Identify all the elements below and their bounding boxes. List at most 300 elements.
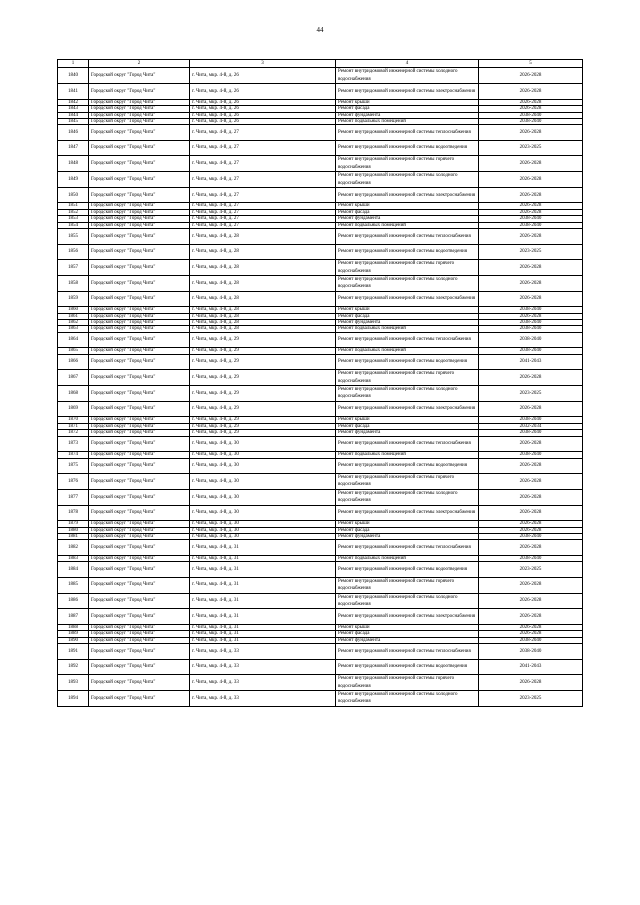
row-number: 1851	[58, 203, 89, 209]
work-type-cell: Ремонт подвальных помещений	[336, 326, 479, 332]
table-row	[58, 275, 583, 291]
address-cell: г. Чита, мкр. 4-й, д. 27	[190, 203, 336, 209]
work-type-cell: Ремонт внутридомовой инженерной системы горячего водоснабжения	[336, 577, 479, 593]
work-type-cell: Ремонт крыши	[336, 521, 479, 527]
term-cell: 2023-2025	[479, 140, 583, 156]
table-row	[58, 260, 583, 276]
table-row	[58, 68, 583, 84]
term-cell: 2041-2043	[479, 354, 583, 370]
work-type-cell: Ремонт фундамента	[336, 216, 479, 222]
row-number: 1882	[58, 540, 89, 556]
municipality-cell: Городской округ "Город Чита"	[89, 637, 190, 643]
address-cell: г. Чита, мкр. 4-й, д. 27	[190, 209, 336, 215]
row-number: 1849	[58, 172, 89, 188]
row-number: 1886	[58, 593, 89, 609]
row-number: 1850	[58, 187, 89, 203]
work-type-cell: Ремонт крыши	[336, 624, 479, 630]
row-number: 1872	[58, 430, 89, 436]
row-number: 1877	[58, 489, 89, 505]
term-cell: 2026-2028	[479, 624, 583, 630]
work-type-cell: Ремонт внутридомовой инженерной системы теплоснабжения	[336, 436, 479, 452]
municipality-cell: Городской округ "Город Чита"	[89, 222, 190, 228]
municipality-cell: Городской округ "Город Чита"	[89, 474, 190, 490]
term-cell: 2026-2028	[479, 593, 583, 609]
address-cell: г. Чита, мкр. 4-й, д. 28	[190, 313, 336, 319]
municipality-cell: Городской округ "Город Чита"	[89, 562, 190, 578]
term-cell: 2023-2025	[479, 244, 583, 260]
address-cell: г. Чита, мкр. 4-й, д. 28	[190, 229, 336, 245]
work-type-cell: Ремонт фундамента	[336, 637, 479, 643]
row-number: 1861	[58, 313, 89, 319]
table-row	[58, 172, 583, 188]
work-type-cell: Ремонт фасада	[336, 527, 479, 533]
municipality-cell: Городской округ "Город Чита"	[89, 430, 190, 436]
row-number: 1874	[58, 452, 89, 458]
work-type-cell: Ремонт внутридомовой инженерной системы водоотведения	[336, 659, 479, 675]
municipality-cell: Городской округ "Город Чита"	[89, 291, 190, 307]
work-type-cell: Ремонт внутридомовой инженерной системы холодного водоснабжения	[336, 489, 479, 505]
table-row	[58, 474, 583, 490]
address-cell: г. Чита, мкр. 4-й, д. 29	[190, 354, 336, 370]
term-cell: 2038-2040	[479, 320, 583, 326]
work-type-cell: Ремонт внутридомовой инженерной системы электроснабжения	[336, 609, 479, 625]
work-type-cell: Ремонт внутридомовой инженерной системы теплоснабжения	[336, 332, 479, 348]
municipality-cell: Городской округ "Город Чита"	[89, 423, 190, 429]
municipality-cell: Городской округ "Город Чита"	[89, 209, 190, 215]
municipality-cell: Городской округ "Город Чита"	[89, 118, 190, 124]
municipality-cell: Городской округ "Город Чита"	[89, 203, 190, 209]
row-number: 1870	[58, 417, 89, 423]
address-cell: г. Чита, мкр. 4-й, д. 30	[190, 474, 336, 490]
work-type-cell: Ремонт подвальных помещений	[336, 452, 479, 458]
address-cell: г. Чита, мкр. 4-й, д. 29	[190, 370, 336, 386]
address-cell: г. Чита, мкр. 4-й, д. 28	[190, 275, 336, 291]
row-number: 1869	[58, 401, 89, 417]
table-row	[58, 84, 583, 100]
work-type-cell: Ремонт внутридомовой инженерной системы холодного водоснабжения	[336, 593, 479, 609]
row-number: 1859	[58, 291, 89, 307]
work-type-cell: Ремонт внутридомовой инженерной системы водоотведения	[336, 354, 479, 370]
column-header: 1	[58, 60, 89, 68]
row-number: 1876	[58, 474, 89, 490]
address-cell: г. Чита, мкр. 4-й, д. 27	[190, 187, 336, 203]
address-cell: г. Чита, мкр. 4-й, д. 31	[190, 624, 336, 630]
municipality-cell: Городской округ "Город Чита"	[89, 386, 190, 402]
work-type-cell: Ремонт фасада	[336, 423, 479, 429]
address-cell: г. Чита, мкр. 4-й, д. 30	[190, 452, 336, 458]
municipality-cell: Городской округ "Город Чита"	[89, 436, 190, 452]
work-type-cell: Ремонт внутридомовой инженерной системы горячего водоснабжения	[336, 675, 479, 691]
row-number: 1871	[58, 423, 89, 429]
work-type-cell: Ремонт подвальных помещений	[336, 348, 479, 354]
term-cell: 2038-2040	[479, 326, 583, 332]
municipality-cell: Городской округ "Город Чита"	[89, 489, 190, 505]
municipality-cell: Городской округ "Город Чита"	[89, 187, 190, 203]
term-cell: 2026-2028	[479, 68, 583, 84]
row-number: 1867	[58, 370, 89, 386]
row-number: 1892	[58, 659, 89, 675]
term-cell: 2026-2028	[479, 99, 583, 105]
column-header: 3	[190, 60, 336, 68]
address-cell: г. Чита, мкр. 4-й, д. 31	[190, 609, 336, 625]
address-cell: г. Чита, мкр. 4-й, д. 28	[190, 326, 336, 332]
table-row	[58, 659, 583, 675]
term-cell: 2038-2040	[479, 533, 583, 539]
municipality-cell: Городской округ "Город Чита"	[89, 644, 190, 660]
municipality-cell: Городской округ "Город Чита"	[89, 326, 190, 332]
municipality-cell: Городской округ "Город Чита"	[89, 320, 190, 326]
table-row	[58, 505, 583, 521]
municipality-cell: Городской округ "Город Чита"	[89, 348, 190, 354]
work-type-cell: Ремонт внутридомовой инженерной системы теплоснабжения	[336, 644, 479, 660]
municipality-cell: Городской округ "Город Чита"	[89, 527, 190, 533]
term-cell: 2026-2028	[479, 187, 583, 203]
address-cell: г. Чита, мкр. 4-й, д. 29	[190, 401, 336, 417]
term-cell: 2026-2028	[479, 313, 583, 319]
table-row	[58, 644, 583, 660]
term-cell: 2026-2028	[479, 458, 583, 474]
row-number: 1873	[58, 436, 89, 452]
work-type-cell: Ремонт фасада	[336, 209, 479, 215]
table-row	[58, 244, 583, 260]
table-row	[58, 291, 583, 307]
address-cell: г. Чита, мкр. 4-й, д. 27	[190, 156, 336, 172]
row-number: 1864	[58, 332, 89, 348]
municipality-cell: Городской округ "Город Чита"	[89, 112, 190, 118]
column-header: 4	[336, 60, 479, 68]
municipality-cell: Городской округ "Город Чита"	[89, 370, 190, 386]
work-type-cell: Ремонт подвальных помещений	[336, 118, 479, 124]
work-type-cell: Ремонт внутридомовой инженерной системы горячего водоснабжения	[336, 260, 479, 276]
work-type-cell: Ремонт внутридомовой инженерной системы электроснабжения	[336, 291, 479, 307]
municipality-cell: Городской округ "Город Чита"	[89, 313, 190, 319]
row-number: 1878	[58, 505, 89, 521]
row-number: 1883	[58, 555, 89, 561]
address-cell: г. Чита, мкр. 4-й, д. 27	[190, 140, 336, 156]
row-number: 1847	[58, 140, 89, 156]
row-number: 1842	[58, 99, 89, 105]
table-row	[58, 675, 583, 691]
row-number: 1843	[58, 106, 89, 112]
work-type-cell: Ремонт внутридомовой инженерной системы теплоснабжения	[336, 540, 479, 556]
municipality-cell: Городской округ "Город Чита"	[89, 624, 190, 630]
work-type-cell: Ремонт внутридомовой инженерной системы горячего водоснабжения	[336, 474, 479, 490]
term-cell: 2038-2040	[479, 222, 583, 228]
row-number: 1841	[58, 84, 89, 100]
work-type-cell: Ремонт внутридомовой инженерной системы холодного водоснабжения	[336, 172, 479, 188]
municipality-cell: Городской округ "Город Чита"	[89, 244, 190, 260]
row-number: 1858	[58, 275, 89, 291]
address-cell: г. Чита, мкр. 4-й, д. 27	[190, 172, 336, 188]
term-cell: 2026-2028	[479, 203, 583, 209]
row-number: 1879	[58, 521, 89, 527]
table-row	[58, 436, 583, 452]
municipality-cell: Городской округ "Город Чита"	[89, 84, 190, 100]
term-cell: 2026-2028	[479, 474, 583, 490]
work-type-cell: Ремонт фундамента	[336, 430, 479, 436]
table-row	[58, 458, 583, 474]
row-number: 1880	[58, 527, 89, 533]
work-type-cell: Ремонт фундамента	[336, 533, 479, 539]
municipality-cell: Городской округ "Город Чита"	[89, 260, 190, 276]
term-cell: 2041-2043	[479, 659, 583, 675]
municipality-cell: Городской округ "Город Чита"	[89, 156, 190, 172]
row-number: 1889	[58, 631, 89, 637]
address-cell: г. Чита, мкр. 4-й, д. 31	[190, 637, 336, 643]
municipality-cell: Городской округ "Город Чита"	[89, 229, 190, 245]
address-cell: г. Чита, мкр. 4-й, д. 26	[190, 68, 336, 84]
term-cell: 2023-2025	[479, 562, 583, 578]
row-number: 1855	[58, 229, 89, 245]
address-cell: г. Чита, мкр. 4-й, д. 29	[190, 430, 336, 436]
municipality-cell: Городской округ "Город Чита"	[89, 458, 190, 474]
address-cell: г. Чита, мкр. 4-й, д. 30	[190, 489, 336, 505]
table-row	[58, 540, 583, 556]
address-cell: г. Чита, мкр. 4-й, д. 28	[190, 244, 336, 260]
row-number: 1854	[58, 222, 89, 228]
term-cell: 2038-2040	[479, 332, 583, 348]
address-cell: г. Чита, мкр. 4-й, д. 29	[190, 417, 336, 423]
table-row	[58, 156, 583, 172]
term-cell: 2026-2028	[479, 540, 583, 556]
term-cell: 2038-2040	[479, 637, 583, 643]
work-type-cell: Ремонт внутридомовой инженерной системы водоотведения	[336, 458, 479, 474]
work-type-cell: Ремонт фасада	[336, 631, 479, 637]
address-cell: г. Чита, мкр. 4-й, д. 26	[190, 118, 336, 124]
work-type-cell: Ремонт фасада	[336, 313, 479, 319]
address-cell: г. Чита, мкр. 4-й, д. 26	[190, 84, 336, 100]
row-number: 1853	[58, 216, 89, 222]
row-number: 1881	[58, 533, 89, 539]
municipality-cell: Городской округ "Город Чита"	[89, 540, 190, 556]
address-cell: г. Чита, мкр. 4-й, д. 33	[190, 644, 336, 660]
address-cell: г. Чита, мкр. 4-й, д. 31	[190, 593, 336, 609]
row-number: 1852	[58, 209, 89, 215]
address-cell: г. Чита, мкр. 4-й, д. 30	[190, 527, 336, 533]
row-number: 1863	[58, 326, 89, 332]
table-row	[58, 593, 583, 609]
municipality-cell: Городской округ "Город Чита"	[89, 401, 190, 417]
work-type-cell: Ремонт крыши	[336, 203, 479, 209]
work-type-cell: Ремонт крыши	[336, 99, 479, 105]
term-cell: 2026-2028	[479, 489, 583, 505]
table-row	[58, 140, 583, 156]
municipality-cell: Городской округ "Город Чита"	[89, 99, 190, 105]
term-cell: 2026-2028	[479, 260, 583, 276]
address-cell: г. Чита, мкр. 4-й, д. 26	[190, 106, 336, 112]
municipality-cell: Городской округ "Город Чита"	[89, 555, 190, 561]
row-number: 1893	[58, 675, 89, 691]
row-number: 1894	[58, 690, 89, 706]
address-cell: г. Чита, мкр. 4-й, д. 29	[190, 348, 336, 354]
row-number: 1848	[58, 156, 89, 172]
row-number: 1840	[58, 68, 89, 84]
term-cell: 2026-2028	[479, 675, 583, 691]
term-cell: 2038-2040	[479, 118, 583, 124]
term-cell: 2038-2040	[479, 452, 583, 458]
table-row	[58, 577, 583, 593]
term-cell: 2038-2040	[479, 112, 583, 118]
term-cell: 2038-2040	[479, 644, 583, 660]
term-cell: 2038-2040	[479, 555, 583, 561]
municipality-cell: Городской округ "Город Чита"	[89, 354, 190, 370]
work-type-cell: Ремонт фасада	[336, 106, 479, 112]
table-row	[58, 332, 583, 348]
work-type-cell: Ремонт внутридомовой инженерной системы теплоснабжения	[336, 125, 479, 141]
term-cell: 2032-2034	[479, 423, 583, 429]
address-cell: г. Чита, мкр. 4-й, д. 30	[190, 436, 336, 452]
address-cell: г. Чита, мкр. 4-й, д. 28	[190, 291, 336, 307]
row-number: 1868	[58, 386, 89, 402]
address-cell: г. Чита, мкр. 4-й, д. 27	[190, 222, 336, 228]
municipality-cell: Городской округ "Город Чита"	[89, 533, 190, 539]
work-type-cell: Ремонт внутридомовой инженерной системы холодного водоснабжения	[336, 68, 479, 84]
address-cell: г. Чита, мкр. 4-й, д. 29	[190, 386, 336, 402]
term-cell: 2038-2040	[479, 417, 583, 423]
table-header-row	[58, 60, 583, 68]
table-row	[58, 562, 583, 578]
address-cell: г. Чита, мкр. 4-й, д. 26	[190, 99, 336, 105]
term-cell: 2026-2028	[479, 229, 583, 245]
column-header: 5	[479, 60, 583, 68]
work-type-cell: Ремонт крыши	[336, 417, 479, 423]
term-cell: 2026-2028	[479, 291, 583, 307]
municipality-cell: Городской округ "Город Чита"	[89, 106, 190, 112]
row-number: 1866	[58, 354, 89, 370]
work-type-cell: Ремонт внутридомовой инженерной системы теплоснабжения	[336, 229, 479, 245]
term-cell: 2038-2040	[479, 216, 583, 222]
row-number: 1862	[58, 320, 89, 326]
row-number: 1846	[58, 125, 89, 141]
work-type-cell: Ремонт фундамента	[336, 320, 479, 326]
municipality-cell: Городской округ "Город Чита"	[89, 275, 190, 291]
municipality-cell: Городской округ "Город Чита"	[89, 140, 190, 156]
municipality-cell: Городской округ "Город Чита"	[89, 675, 190, 691]
page-number: 44	[316, 26, 324, 34]
address-cell: г. Чита, мкр. 4-й, д. 31	[190, 631, 336, 637]
row-number: 1891	[58, 644, 89, 660]
work-type-cell: Ремонт внутридомовой инженерной системы электроснабжения	[336, 401, 479, 417]
term-cell: 2026-2028	[479, 125, 583, 141]
address-cell: г. Чита, мкр. 4-й, д. 27	[190, 216, 336, 222]
address-cell: г. Чита, мкр. 4-й, д. 30	[190, 505, 336, 521]
work-type-cell: Ремонт внутридомовой инженерной системы холодного водоснабжения	[336, 386, 479, 402]
row-number: 1865	[58, 348, 89, 354]
term-cell: 2023-2025	[479, 690, 583, 706]
municipality-cell: Городской округ "Город Чита"	[89, 307, 190, 313]
table-row	[58, 489, 583, 505]
address-cell: г. Чита, мкр. 4-й, д. 28	[190, 307, 336, 313]
address-cell: г. Чита, мкр. 4-й, д. 33	[190, 659, 336, 675]
address-cell: г. Чита, мкр. 4-й, д. 30	[190, 458, 336, 474]
work-type-cell: Ремонт внутридомовой инженерной системы холодного водоснабжения	[336, 275, 479, 291]
term-cell: 2026-2028	[479, 631, 583, 637]
term-cell: 2026-2028	[479, 106, 583, 112]
work-type-cell: Ремонт подвальных помещений	[336, 222, 479, 228]
municipality-cell: Городской округ "Город Чита"	[89, 690, 190, 706]
row-number: 1887	[58, 609, 89, 625]
row-number: 1875	[58, 458, 89, 474]
address-cell: г. Чита, мкр. 4-й, д. 26	[190, 112, 336, 118]
term-cell: 2038-2040	[479, 430, 583, 436]
municipality-cell: Городской округ "Город Чита"	[89, 216, 190, 222]
table-row	[58, 125, 583, 141]
municipality-cell: Городской округ "Город Чита"	[89, 332, 190, 348]
table-row	[58, 354, 583, 370]
term-cell: 2026-2028	[479, 521, 583, 527]
work-type-cell: Ремонт подвальных помещений	[336, 555, 479, 561]
table-row	[58, 187, 583, 203]
work-type-cell: Ремонт крыши	[336, 307, 479, 313]
row-number: 1885	[58, 577, 89, 593]
row-number: 1844	[58, 112, 89, 118]
row-number: 1890	[58, 637, 89, 643]
repair-schedule-table	[57, 59, 583, 707]
table-row	[58, 370, 583, 386]
row-number: 1857	[58, 260, 89, 276]
term-cell: 2026-2028	[479, 172, 583, 188]
term-cell: 2026-2028	[479, 370, 583, 386]
address-cell: г. Чита, мкр. 4-й, д. 31	[190, 562, 336, 578]
table-body	[58, 68, 583, 706]
address-cell: г. Чита, мкр. 4-й, д. 33	[190, 690, 336, 706]
term-cell: 2026-2028	[479, 275, 583, 291]
municipality-cell: Городской округ "Город Чита"	[89, 125, 190, 141]
address-cell: г. Чита, мкр. 4-й, д. 28	[190, 320, 336, 326]
work-type-cell: Ремонт внутридомовой инженерной системы водоотведения	[336, 244, 479, 260]
term-cell: 2038-2040	[479, 348, 583, 354]
table-row	[58, 609, 583, 625]
address-cell: г. Чита, мкр. 4-й, д. 30	[190, 521, 336, 527]
work-type-cell: Ремонт фундамента	[336, 112, 479, 118]
municipality-cell: Городской округ "Город Чита"	[89, 659, 190, 675]
address-cell: г. Чита, мкр. 4-й, д. 30	[190, 533, 336, 539]
term-cell: 2026-2028	[479, 84, 583, 100]
row-number: 1860	[58, 307, 89, 313]
municipality-cell: Городской округ "Город Чита"	[89, 172, 190, 188]
row-number: 1845	[58, 118, 89, 124]
term-cell: 2026-2028	[479, 527, 583, 533]
column-header: 2	[89, 60, 190, 68]
work-type-cell: Ремонт внутридомовой инженерной системы водоотведения	[336, 562, 479, 578]
address-cell: г. Чита, мкр. 4-й, д. 31	[190, 540, 336, 556]
municipality-cell: Городской округ "Город Чита"	[89, 417, 190, 423]
term-cell: 2026-2028	[479, 156, 583, 172]
row-number: 1888	[58, 624, 89, 630]
address-cell: г. Чита, мкр. 4-й, д. 28	[190, 260, 336, 276]
table-row	[58, 690, 583, 706]
term-cell: 2026-2028	[479, 505, 583, 521]
term-cell: 2026-2028	[479, 401, 583, 417]
address-cell: г. Чита, мкр. 4-й, д. 27	[190, 125, 336, 141]
municipality-cell: Городской округ "Город Чита"	[89, 452, 190, 458]
work-type-cell: Ремонт внутридомовой инженерной системы горячего водоснабжения	[336, 370, 479, 386]
municipality-cell: Городской округ "Город Чита"	[89, 68, 190, 84]
work-type-cell: Ремонт внутридомовой инженерной системы горячего водоснабжения	[336, 156, 479, 172]
table-row	[58, 401, 583, 417]
term-cell: 2026-2028	[479, 209, 583, 215]
term-cell: 2026-2028	[479, 609, 583, 625]
municipality-cell: Городской округ "Город Чита"	[89, 593, 190, 609]
table-row	[58, 229, 583, 245]
table-row	[58, 386, 583, 402]
address-cell: г. Чита, мкр. 4-й, д. 33	[190, 675, 336, 691]
work-type-cell: Ремонт внутридомовой инженерной системы электроснабжения	[336, 505, 479, 521]
work-type-cell: Ремонт внутридомовой инженерной системы электроснабжения	[336, 187, 479, 203]
municipality-cell: Городской округ "Город Чита"	[89, 609, 190, 625]
municipality-cell: Городской округ "Город Чита"	[89, 631, 190, 637]
row-number: 1856	[58, 244, 89, 260]
